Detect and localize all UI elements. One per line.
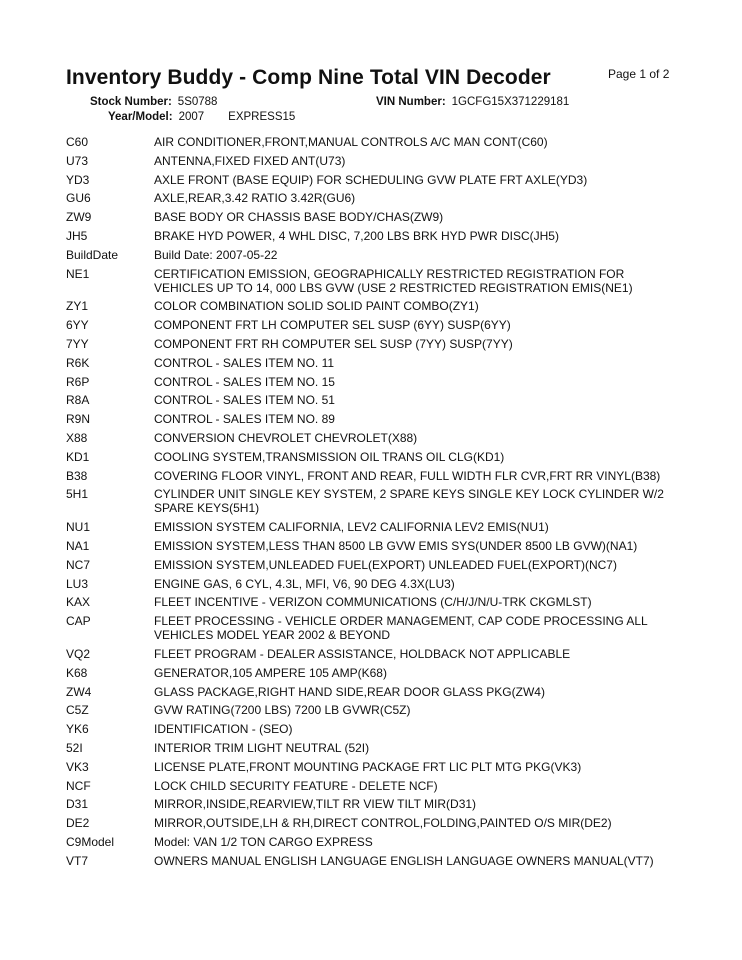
year-model	[108, 111, 295, 123]
option-row	[66, 173, 686, 187]
option-code: CAP	[66, 614, 91, 629]
option-description: MIRROR,OUTSIDE,LH & RH,DIRECT CONTROL,FOLDING,PAINTED O/S MIR(DE2)	[154, 816, 612, 831]
option-description: INTERIOR TRIM LIGHT NEUTRAL (52I)	[154, 740, 370, 755]
option-description: CYLINDER UNIT SINGLE KEY SYSTEM, 2 SPARE KEYS SINGLE KEY LOCK CYLINDER W/2 SPARE KEYS(5H1)	[154, 487, 664, 516]
option-description: CONTROL - SALES ITEM NO. 51	[154, 393, 335, 408]
option-code: YK6	[66, 722, 89, 737]
option-row	[66, 154, 686, 168]
option-code: KAX	[66, 595, 91, 610]
option-description: OWNERS MANUAL ENGLISH LANGUAGE ENGLISH LANGUAGE OWNERS MANUAL(VT7)	[154, 853, 654, 868]
option-description: COMPONENT FRT RH COMPUTER SEL SUSP (7YY) SUSP(7YY)	[154, 336, 513, 351]
stock-number-label: Stock Number:	[90, 96, 172, 108]
option-row	[66, 267, 686, 295]
option-row	[66, 595, 686, 609]
option-description: AXLE,REAR,3.42 RATIO 3.42R(GU6)	[154, 191, 356, 206]
option-description: EMISSION SYSTEM,LESS THAN 8500 LB GVW EMIS SYS(UNDER 8500 LB GVW)(NA1)	[154, 538, 638, 553]
option-description: CONTROL - SALES ITEM NO. 11	[154, 355, 335, 370]
option-description: ENGINE GAS, 6 CYL, 4.3L, MFI, V6, 90 DEG 4.3X(LU3)	[154, 576, 455, 591]
option-row	[66, 431, 686, 445]
year-model-label: Year/Model:	[108, 111, 173, 123]
option-code: 7YY	[66, 336, 89, 351]
option-description: BRAKE HYD POWER, 4 WHL DISC, 7,200 LBS BRK HYD PWR DISC(JH5)	[154, 228, 559, 243]
option-code: K68	[66, 665, 88, 680]
option-description: GVW RATING(7200 LBS) 7200 LB GVWR(C5Z)	[154, 703, 411, 718]
option-code: NE1	[66, 266, 90, 281]
option-description: COOLING SYSTEM,TRANSMISSION OIL TRANS OIL CLG(KD1)	[154, 449, 505, 464]
option-description: CONTROL - SALES ITEM NO. 89	[154, 412, 335, 427]
option-description: CERTIFICATION EMISSION, GEOGRAPHICALLY RESTRICTED REGISTRATION FOR VEHICLES UP TO 14, 000 LBS GVW (USE 2 RESTRICTED REGISTRATION EMIS(NE1)	[154, 266, 633, 295]
option-code: 5H1	[66, 487, 89, 502]
option-row	[66, 816, 686, 830]
option-description: GENERATOR,105 AMPERE 105 AMP(K68)	[154, 665, 387, 680]
option-row	[66, 647, 686, 661]
option-row	[66, 299, 686, 313]
option-code: X88	[66, 430, 88, 445]
option-row	[66, 393, 686, 407]
option-code: ZW4	[66, 684, 92, 699]
option-description: IDENTIFICATION - (SEO)	[154, 722, 293, 737]
option-row	[66, 577, 686, 591]
vin-number-value: 1GCFG15X371229181	[451, 96, 570, 108]
option-row	[66, 337, 686, 351]
option-row	[66, 614, 686, 642]
option-description: GLASS PACKAGE,RIGHT HAND SIDE,REAR DOOR GLASS PKG(ZW4)	[154, 684, 545, 699]
option-row	[66, 191, 686, 205]
stock-number-value: 5S0788	[177, 96, 218, 108]
option-description: COVERING FLOOR VINYL, FRONT AND REAR, FULL WIDTH FLR CVR,FRT RR VINYL(B38)	[154, 468, 661, 483]
option-code: R9N	[66, 412, 91, 427]
option-description: CONTROL - SALES ITEM NO. 15	[154, 374, 335, 389]
option-code: C5Z	[66, 703, 89, 718]
option-code: VK3	[66, 759, 89, 774]
option-code: C60	[66, 135, 89, 149]
option-description: EMISSION SYSTEM,UNLEADED FUEL(EXPORT) UNLEADED FUEL(EXPORT)(NC7)	[154, 557, 617, 572]
option-code: C9Model	[66, 834, 115, 849]
option-description: FLEET PROGRAM - DEALER ASSISTANCE, HOLDBACK NOT APPLICABLE	[154, 646, 571, 661]
option-row	[66, 741, 686, 755]
year-value: 2007	[178, 111, 205, 123]
model-value: EXPRESS15	[228, 111, 296, 123]
option-code: 52I	[66, 740, 83, 755]
option-code: LU3	[66, 576, 89, 591]
page-title: Inventory Buddy - Comp Nine Total VIN Decoder	[66, 66, 551, 89]
option-row	[66, 703, 686, 717]
option-row	[66, 760, 686, 774]
option-row	[66, 248, 686, 262]
option-description: EMISSION SYSTEM CALIFORNIA, LEV2 CALIFORNIA LEV2 EMIS(NU1)	[154, 520, 549, 535]
stock-number	[90, 96, 217, 108]
option-row	[66, 835, 686, 849]
option-code: DE2	[66, 816, 90, 831]
option-code: R6P	[66, 374, 90, 389]
vin-number-label: VIN Number:	[376, 96, 446, 108]
option-row	[66, 210, 686, 224]
option-description: AXLE FRONT (BASE EQUIP) FOR SCHEDULING GVW PLATE FRT AXLE(YD3)	[154, 172, 588, 187]
option-description: BASE BODY OR CHASSIS BASE BODY/CHAS(ZW9)	[154, 210, 444, 225]
option-row	[66, 797, 686, 811]
option-code: VQ2	[66, 646, 91, 661]
option-description: AIR CONDITIONER,FRONT,MANUAL CONTROLS A/C MAN CONT(C60)	[154, 135, 548, 149]
option-code: NC7	[66, 557, 91, 572]
option-row	[66, 469, 686, 483]
option-row	[66, 558, 686, 572]
option-description: ANTENNA,FIXED FIXED ANT(U73)	[154, 153, 346, 168]
option-row	[66, 450, 686, 464]
option-description: COMPONENT FRT LH COMPUTER SEL SUSP (6YY) SUSP(6YY)	[154, 318, 511, 333]
option-description: Model: VAN 1/2 TON CARGO EXPRESS	[154, 834, 373, 849]
option-row	[66, 229, 686, 243]
option-code: BuildDate	[66, 247, 119, 262]
option-row	[66, 356, 686, 370]
option-code: GU6	[66, 191, 91, 206]
option-row	[66, 854, 686, 868]
option-row	[66, 685, 686, 699]
option-description: LOCK CHILD SECURITY FEATURE - DELETE NCF)	[154, 778, 438, 793]
option-code: R8A	[66, 393, 90, 408]
option-code-list	[66, 135, 686, 872]
option-row	[66, 539, 686, 553]
option-row	[66, 375, 686, 389]
option-code: 6YY	[66, 318, 89, 333]
option-row	[66, 779, 686, 793]
option-row	[66, 135, 686, 149]
option-code: ZW9	[66, 210, 92, 225]
page-number: Page 1 of 2	[608, 67, 670, 81]
option-code: JH5	[66, 228, 88, 243]
option-row	[66, 412, 686, 426]
option-code: VT7	[66, 853, 89, 868]
option-code: ZY1	[66, 299, 89, 314]
option-code: NU1	[66, 520, 91, 535]
option-description: COLOR COMBINATION SOLID SOLID PAINT COMBO(ZY1)	[154, 299, 479, 314]
option-description: FLEET PROCESSING - VEHICLE ORDER MANAGEMENT, CAP CODE PROCESSING ALL VEHICLES MODEL YEAR 2002 & BEYOND	[154, 614, 648, 643]
option-description: LICENSE PLATE,FRONT MOUNTING PACKAGE FRT LIC PLT MTG PKG(VK3)	[154, 759, 582, 774]
option-row	[66, 487, 686, 515]
option-description: FLEET INCENTIVE - VERIZON COMMUNICATIONS (C/H/J/N/U-TRK CKGMLST)	[154, 595, 592, 610]
option-row	[66, 722, 686, 736]
option-code: D31	[66, 797, 89, 812]
option-description: MIRROR,INSIDE,REARVIEW,TILT RR VIEW TILT MIR(D31)	[154, 797, 477, 812]
option-row	[66, 520, 686, 534]
option-code: YD3	[66, 172, 90, 187]
option-row	[66, 318, 686, 332]
option-code: NCF	[66, 778, 91, 793]
option-description: CONVERSION CHEVROLET CHEVROLET(X88)	[154, 430, 418, 445]
option-description: Build Date: 2007-05-22	[154, 247, 278, 262]
option-row	[66, 666, 686, 680]
vin-number	[376, 96, 569, 108]
option-code: NA1	[66, 538, 90, 553]
option-code: B38	[66, 468, 88, 483]
option-code: R6K	[66, 355, 90, 370]
option-code: U73	[66, 153, 89, 168]
option-code: KD1	[66, 449, 90, 464]
